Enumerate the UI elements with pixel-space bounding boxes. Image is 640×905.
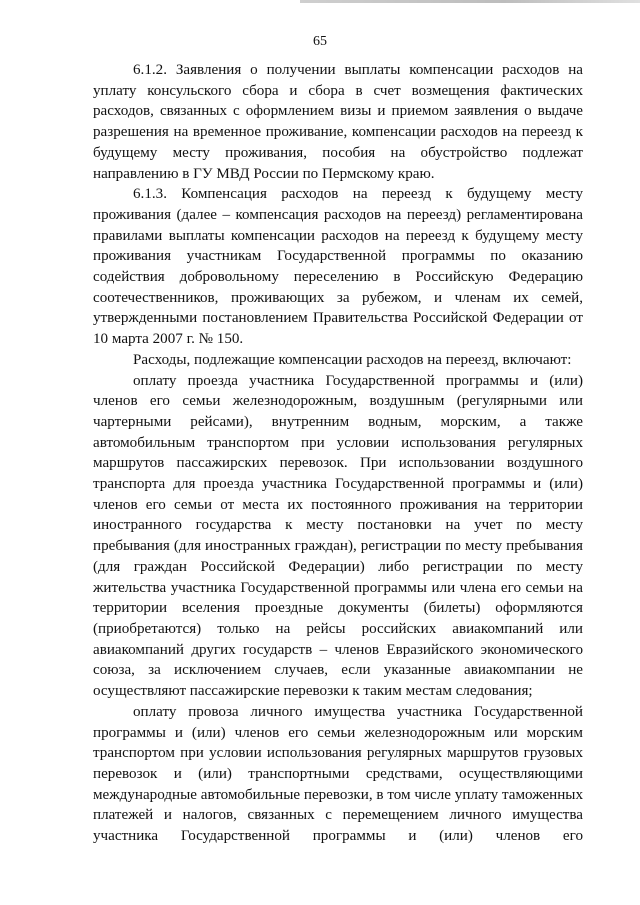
paragraph-6-1-2: 6.1.2. Заявления о получении выплаты компенсации расходов на уплату консульского сбора и сбора в счет возмещения фактических расходов, связанных с оформлением визы и приемом заявления о выдаче разрешения на временное проживание, компенсации расходов на переезд к будущему месту проживания, пособия на обустройство подлежат направлению в ГУ МВД России по Пермскому краю. — [93, 62, 583, 182]
paragraph-property-transport: оплату провоза личного имущества участника Государственной программы и (или) членов его семьи железнодорожным или морским транспортом при условии использования регулярных маршрутов грузовых перевозок и (или) транспортными средствами, осуществляющими международные автомобильные перевозки, в том числе уплату таможенных платежей и налогов, связанных с перемещением личного имущества участника Государственной программы и (или) членов его — [93, 703, 583, 845]
paragraph-travel-payment: оплату проезда участника Государственной программы и (или) членов его семьи железнодорожным, воздушным (регулярными или чартерными рейсами), внутренним водным, морским, а также автомобильным транспортом при условии использования регулярных маршрутов пассажирских перевозок. При использовании воздушного транспорта для проезда участника Государственной программы и (или) членов его семьи от места их постоянного проживания на территории иностранного государства к месту постановки на учет по месту пребывания (для иностранных граждан), регистрации по месту пребывания (для граждан Российской Федерации) либо регистрации по месту жительства участника Государственной программы или члена его семьи на территории вселения проездные документы (билеты) оформляются (приобретаются) только на рейсы российских авиакомпаний или авиакомпаний других государств – членов Евразийского экономического союза, за исключением случаев, если указанные авиакомпании не осуществляют пассажирские перевозки к таким местам следования; — [93, 372, 583, 700]
paragraph-6-1-3: 6.1.3. Компенсация расходов на переезд к будущему месту проживания (далее – компенсация расходов на переезд) регламентирована правилами выплаты компенсации расходов на переезд к будущему месту проживания участникам Государственной программы по оказанию содействия добровольному переселению в Российскую Федерацию соотечественников, проживающих за рубежом, и членам их семей, утвержденными постановлением Правительства Российской Федерации от 10 марта 2007 г. № 150. — [93, 186, 583, 348]
paragraph-expenses-intro: Расходы, подлежащие компенсации расходов на переезд, включают: — [133, 351, 572, 368]
page-number: 65 — [313, 34, 327, 49]
scan-edge-artifact — [300, 0, 640, 3]
document-body — [93, 60, 583, 847]
